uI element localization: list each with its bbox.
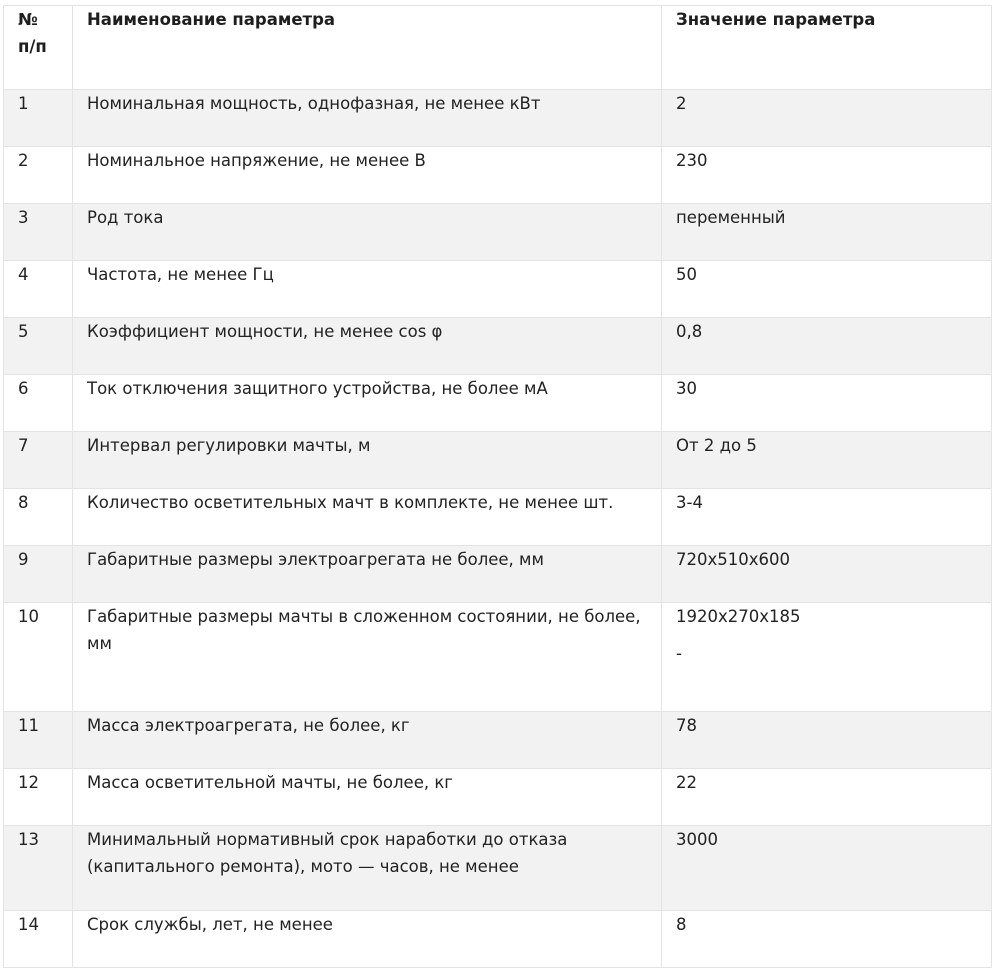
row-parameter-value: 22	[662, 769, 992, 826]
header-number: № п/п	[4, 6, 73, 90]
table-row	[4, 261, 992, 318]
row-parameter-name: Род тока	[73, 204, 662, 261]
row-number: 8	[4, 489, 73, 546]
table-row	[4, 147, 992, 204]
table-row	[4, 712, 992, 769]
row-number: 10	[4, 603, 73, 712]
row-number: 3	[4, 204, 73, 261]
table-row	[4, 603, 992, 712]
table-row	[4, 90, 992, 147]
table-row	[4, 318, 992, 375]
table-row	[4, 911, 992, 968]
row-parameter-value: 2	[662, 90, 992, 147]
row-parameter-name: Срок службы, лет, не менее	[73, 911, 662, 968]
row-parameter-name: Масса осветительной мачты, не более, кг	[73, 769, 662, 826]
row-parameter-value: 230	[662, 147, 992, 204]
row-number: 9	[4, 546, 73, 603]
row-parameter-value-extra: -	[676, 644, 682, 663]
header-parameter-value: Значение параметра	[662, 6, 992, 90]
row-parameter-value: От 2 до 5	[662, 432, 992, 489]
row-number: 4	[4, 261, 73, 318]
table-row	[4, 489, 992, 546]
row-parameter-name: Габаритные размеры мачты в сложенном состоянии, не более, мм	[73, 603, 662, 712]
row-parameter-value: 0,8	[662, 318, 992, 375]
row-parameter-value: переменный	[662, 204, 992, 261]
row-parameter-name: Минимальный нормативный срок наработки до отказа (капитального ремонта), мото — часов, не менее	[73, 826, 662, 911]
row-parameter-value: 30	[662, 375, 992, 432]
table-row	[4, 546, 992, 603]
table-row	[4, 375, 992, 432]
row-number: 12	[4, 769, 73, 826]
header-parameter-name: Наименование параметра	[73, 6, 662, 90]
row-parameter-name: Интервал регулировки мачты, м	[73, 432, 662, 489]
row-parameter-name: Масса электроагрегата, не более, кг	[73, 712, 662, 769]
row-number: 2	[4, 147, 73, 204]
row-parameter-value: 50	[662, 261, 992, 318]
row-number: 5	[4, 318, 73, 375]
row-parameter-name: Ток отключения защитного устройства, не более мА	[73, 375, 662, 432]
row-parameter-value-text: 1920х270х185	[676, 607, 801, 626]
row-parameter-name: Коэффициент мощности, не менее cos φ	[73, 318, 662, 375]
row-parameter-name: Габаритные размеры электроагрегата не более, мм	[73, 546, 662, 603]
row-number: 13	[4, 826, 73, 911]
parameters-table	[3, 5, 992, 968]
table-row	[4, 204, 992, 261]
row-number: 14	[4, 911, 73, 968]
row-parameter-value: 8	[662, 911, 992, 968]
row-parameter-value: 3000	[662, 826, 992, 911]
table-row	[4, 769, 992, 826]
row-number: 1	[4, 90, 73, 147]
table-header-row	[4, 6, 992, 90]
row-parameter-name: Номинальная мощность, однофазная, не менее кВт	[73, 90, 662, 147]
table-row	[4, 432, 992, 489]
row-parameter-value	[662, 603, 992, 712]
row-parameter-name: Номинальное напряжение, не менее В	[73, 147, 662, 204]
row-parameter-value: 78	[662, 712, 992, 769]
row-number: 7	[4, 432, 73, 489]
table-row	[4, 826, 992, 911]
row-parameter-name: Количество осветительных мачт в комплекте, не менее шт.	[73, 489, 662, 546]
row-number: 6	[4, 375, 73, 432]
row-parameter-value: 720х510х600	[662, 546, 992, 603]
row-number: 11	[4, 712, 73, 769]
row-parameter-name: Частота, не менее Гц	[73, 261, 662, 318]
row-parameter-value: 3-4	[662, 489, 992, 546]
